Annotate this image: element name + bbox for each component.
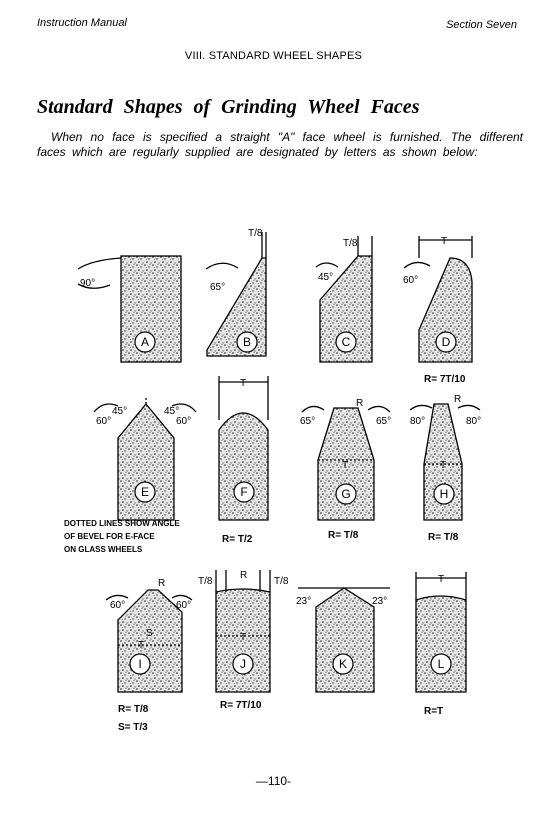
running-header-right: Section Seven — [446, 19, 517, 31]
formula-i-r: R= T/8 — [118, 704, 149, 715]
wheel-b — [206, 232, 266, 356]
page-heading: Standard Shapes of Grinding Wheel Faces — [37, 96, 420, 118]
dim-g-r: R — [356, 398, 364, 409]
formula-f: R= T/2 — [222, 534, 253, 545]
angle-e-3: 45° — [164, 406, 180, 417]
running-header-left: Instruction Manual — [37, 17, 127, 29]
dim-g-t: T — [342, 460, 349, 471]
angle-e-1: 60° — [96, 416, 112, 427]
formula-g: R= T/8 — [328, 530, 359, 541]
angle-i-1: 60° — [110, 600, 126, 611]
dim-i-t: T — [138, 640, 145, 651]
angle-c: 45° — [318, 272, 334, 283]
page-number: —110- — [255, 774, 292, 788]
dim-j-t: T — [240, 632, 247, 643]
wheel-label-l: L — [437, 657, 445, 671]
angle-i-2: 60° — [176, 600, 192, 611]
angle-k-2: 23° — [372, 596, 388, 607]
wheel-label-a: A — [140, 335, 150, 349]
intro-text: When no face is specified a straight "A" face wheel is furnished. The different faces which are regularly supplied are designated by letters as shown below: — [37, 130, 523, 159]
angle-k-1: 23° — [296, 596, 312, 607]
formula-h: R= T/8 — [428, 532, 459, 543]
angle-b: 65° — [210, 282, 226, 293]
dim-j-r: R — [240, 570, 248, 581]
angle-g-1: 65° — [300, 416, 316, 427]
dim-d: T — [441, 236, 448, 247]
wheel-label-f: F — [240, 485, 248, 499]
note-line-3: ON GLASS WHEELS — [64, 545, 143, 554]
dim-j-left: T/8 — [198, 576, 213, 587]
formula-j: R= 7T/10 — [220, 700, 262, 711]
wheel-a — [78, 256, 181, 362]
note-line-2: OF BEVEL FOR E-FACE — [64, 532, 155, 541]
angle-d: 60° — [403, 275, 419, 286]
wheel-label-k: K — [338, 657, 348, 671]
section-title: VIII. STANDARD WHEEL SHAPES — [184, 50, 363, 62]
dim-f: T — [240, 378, 247, 389]
dim-b: T/8 — [248, 228, 263, 239]
angle-e-2: 45° — [112, 406, 128, 417]
dim-l: T — [438, 574, 445, 585]
formula-d: R= 7T/10 — [424, 374, 466, 385]
wheel-label-d: D — [441, 335, 451, 349]
wheel-label-e: E — [140, 485, 150, 499]
angle-h-2: 80° — [466, 416, 482, 427]
dim-h-t: T — [440, 460, 447, 471]
wheel-label-h: H — [439, 487, 449, 501]
angle-a: 90° — [80, 278, 96, 289]
dim-i-s: S — [146, 628, 153, 639]
dim-c: T/8 — [343, 238, 358, 249]
dim-h-r: R — [454, 394, 462, 405]
wheel-label-i: I — [138, 657, 142, 671]
angle-e-4: 60° — [176, 416, 192, 427]
formula-l: R=T — [424, 706, 444, 717]
wheel-label-g: G — [341, 487, 351, 501]
wheel-label-b: B — [242, 335, 252, 349]
dim-i-r: R — [158, 578, 166, 589]
angle-g-2: 65° — [376, 416, 392, 427]
formula-i-s: S= T/3 — [118, 722, 148, 733]
wheel-label-c: C — [341, 335, 351, 349]
wheel-label-j: J — [240, 657, 246, 671]
note-line-1: DOTTED LINES SHOW ANGLE — [64, 519, 180, 528]
angle-h-1: 80° — [410, 416, 426, 427]
dim-j-right: T/8 — [274, 576, 289, 587]
